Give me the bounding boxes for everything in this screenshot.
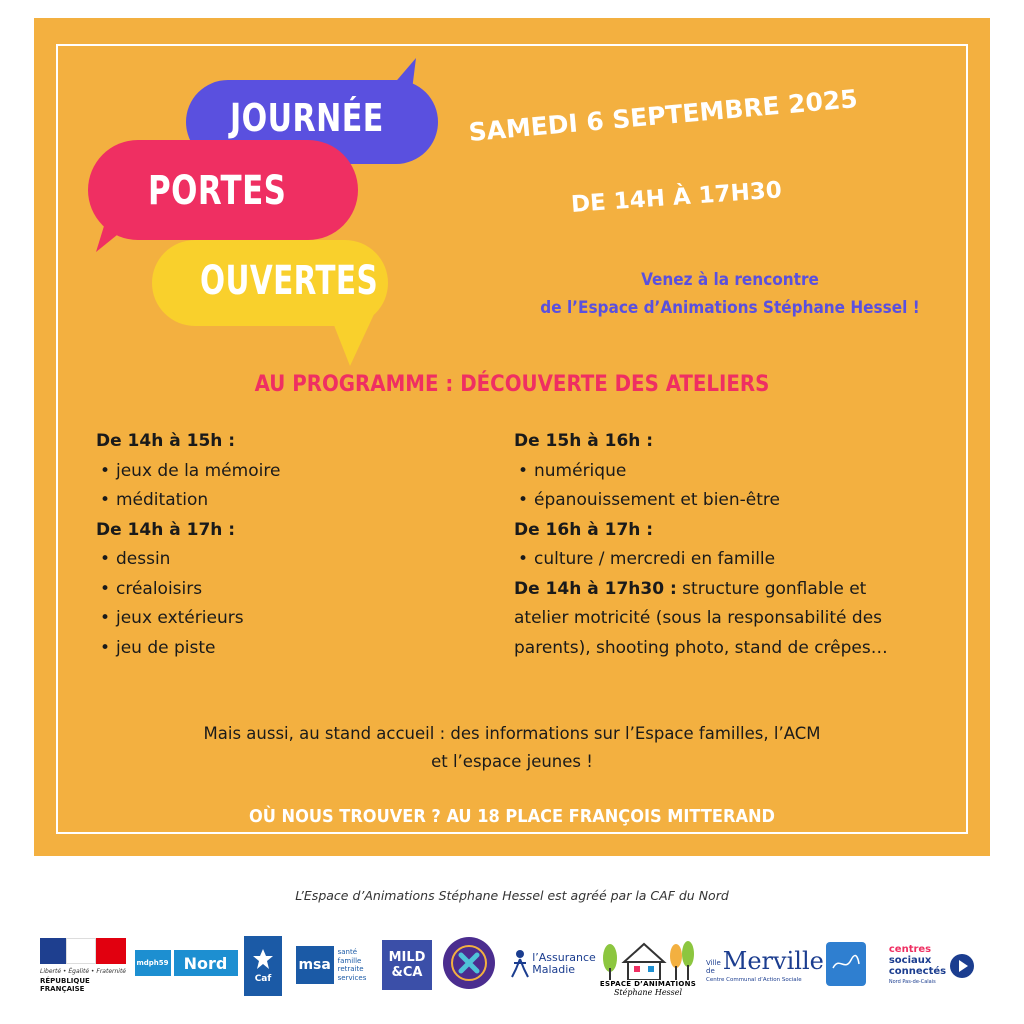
- runner-icon: [510, 949, 530, 979]
- republique-motto: Liberté • Égalité • Fraternité: [40, 967, 127, 975]
- activity-item: • méditation: [96, 486, 496, 516]
- circle-badge-logo: [442, 936, 496, 990]
- centres-line-2: sociaux: [888, 955, 932, 966]
- assurance-line-1: l’Assurance: [532, 951, 596, 964]
- event-date: SAMEDI 6 SEPTEMBRE 2025: [467, 84, 859, 147]
- extra-slot-heading: De 14h à 17h30 :: [514, 578, 677, 599]
- program-title: AU PROGRAMME : DÉCOUVERTE DES ATELIERS: [254, 372, 770, 397]
- title-ouvertes: OUVERTES: [200, 258, 379, 304]
- additional-info-line-1: Mais aussi, au stand accueil : des informations sur l’Espace familles, l’ACM: [203, 724, 821, 743]
- msa-line: santé: [337, 948, 358, 956]
- merville-label: Merville: [722, 947, 824, 975]
- espace-label: ESPACE D’ANIMATIONS: [599, 979, 697, 988]
- assurance-maladie-logo: [508, 944, 598, 984]
- centres-sociaux-logo: [884, 938, 980, 994]
- centres-text: [889, 944, 946, 988]
- espace-animations-logo: [598, 930, 698, 1006]
- espace-name: Stéphane Hessel: [613, 987, 683, 997]
- caf-star-icon: [252, 948, 274, 970]
- activity-item: • épanouissement et bien-être: [514, 486, 964, 516]
- schedule-left-column: [96, 427, 496, 663]
- republique-label: RÉPUBLIQUE FRANÇAISE: [40, 976, 90, 993]
- extra-slot-text-3: parents), shooting photo, stand de crêpes…: [514, 637, 888, 658]
- house-trees-icon: [600, 940, 696, 980]
- msa-services: [338, 948, 367, 982]
- nord-label: Nord: [174, 950, 238, 976]
- slot-heading: De 15h à 16h :: [514, 431, 654, 451]
- nord-mdph-logo: [134, 950, 238, 976]
- mdph-label: mdph59: [135, 950, 171, 976]
- extra-slot-line-1: [514, 575, 964, 605]
- activity-item: • jeu de piste: [96, 634, 496, 664]
- extra-slot-text-2: atelier motricité (sous la responsabilité des: [514, 608, 883, 628]
- ca-label: &CA: [391, 965, 423, 980]
- slot-heading: De 16h à 17h :: [514, 519, 654, 540]
- schedule-right-column: [514, 427, 964, 663]
- activity-item: • numérique: [514, 457, 964, 487]
- marianne-icon: [40, 938, 126, 964]
- play-arrow-icon: [949, 953, 975, 979]
- activity-item: • jeux extérieurs: [96, 604, 496, 634]
- script-mark-icon: [831, 954, 861, 974]
- caf-label: Caf: [254, 974, 272, 984]
- mild-label: MILD: [388, 950, 426, 965]
- msa-line: services: [337, 973, 367, 982]
- title-journee: JOURNÉE: [230, 96, 384, 140]
- additional-info: [0, 720, 1024, 776]
- invitation-line-2: de l’Espace d’Animations Stéphane Hessel !: [540, 298, 920, 318]
- assurance-line-2: Maladie: [532, 963, 576, 976]
- blue-square-logo: [826, 942, 866, 986]
- merville-title: [706, 947, 824, 975]
- badge-cross-icon: [442, 936, 496, 990]
- msa-logo: [290, 944, 372, 986]
- msa-label: msa: [296, 946, 334, 984]
- mild-ca-logo: [382, 940, 432, 990]
- invitation-text: [470, 266, 990, 322]
- centres-line-1: centres: [888, 944, 932, 955]
- event-time: DE 14H À 17H30: [570, 177, 783, 218]
- slot-heading: De 14h à 15h :: [96, 431, 236, 451]
- assurance-text: [532, 952, 596, 976]
- merville-small: Ville de: [706, 959, 721, 975]
- activity-item: • jeux de la mémoire: [96, 457, 496, 487]
- caf-logo: [244, 936, 282, 996]
- msa-line: famille: [337, 956, 362, 965]
- merville-logo: [706, 940, 824, 990]
- extra-slot: [514, 575, 964, 664]
- agreement-note: L’Espace d’Animations Stéphane Hessel est agréé par la CAF du Nord: [295, 888, 729, 903]
- centres-line-3: connectés: [888, 966, 947, 977]
- additional-info-line-2: et l’espace jeunes !: [431, 752, 593, 771]
- msa-line: retraite: [337, 965, 364, 973]
- location-text: OÙ NOUS TROUVER ? AU 18 PLACE FRANÇOIS MITTERAND: [248, 806, 775, 827]
- partner-logos: [0, 930, 1024, 1010]
- merville-subtitle: Centre Communal d’Action Sociale: [706, 977, 802, 983]
- activity-item: • dessin: [96, 545, 496, 575]
- extra-slot-text-1: structure gonflable et: [676, 578, 867, 599]
- activity-item: • créaloisirs: [96, 575, 496, 605]
- invitation-line-1: Venez à la rencontre: [641, 270, 819, 290]
- activity-item: • culture / mercredi en famille: [514, 545, 964, 575]
- title-portes: PORTES: [148, 168, 287, 214]
- republique-francaise-logo: [40, 930, 128, 1000]
- slot-heading: De 14h à 17h :: [96, 519, 236, 540]
- centres-sub: Nord Pas-de-Calais: [888, 979, 936, 985]
